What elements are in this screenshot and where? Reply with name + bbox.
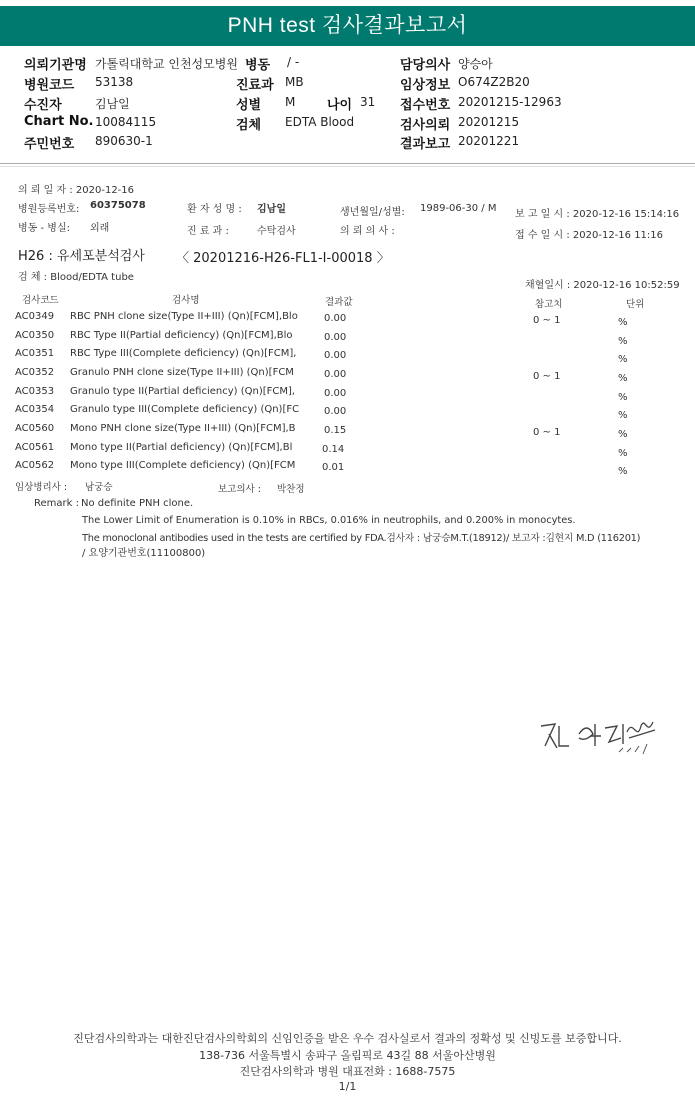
- doctor-label: 담당의사: [400, 58, 451, 73]
- result-value: 0.00: [324, 313, 347, 324]
- clinical-info-label: 임상정보: [400, 78, 451, 93]
- remark-line: The monoclonal antibodies used in the tests are certified by FDA.검사자 : 남궁승M.T.(18912)/ 보고자 :김현지 M.D (116201): [82, 533, 641, 544]
- col-header-unit: 단위: [626, 299, 645, 310]
- dob-value: 1989-06-30 / M: [420, 203, 497, 214]
- reporting-doctor-value: 박찬정: [277, 484, 305, 495]
- result-value: 0.00: [324, 369, 347, 380]
- report-date-label: 결과보고: [400, 137, 451, 152]
- remark-line: The Lower Limit of Enumeration is 0.10% in RBCs, 0.016% in neutrophils, and 0.200% in monocytes.: [82, 515, 576, 526]
- request-date-value: 20201215: [458, 115, 520, 129]
- result-name: RBC PNH clone size(Type II+III) (Qn)[FCM],Blo: [70, 311, 298, 322]
- hospital-code-label: 병원코드: [24, 78, 75, 93]
- result-name: Mono type II(Partial deficiency) (Qn)[FCM],Bl: [70, 442, 293, 453]
- request-date-label: 검사의뢰: [400, 118, 451, 133]
- patient-label: 수진자: [24, 98, 62, 113]
- ward-label: 병동: [245, 58, 271, 73]
- section-title: H26 : 유세포분석검사: [18, 249, 145, 264]
- ward-room-label: 병동 - 병실:: [18, 223, 70, 234]
- detail-specimen: 검 체 : Blood/EDTA tube: [18, 272, 134, 283]
- reg-no-value: 60375078: [90, 200, 146, 211]
- receipt-no-value: 20201215-12963: [458, 95, 562, 109]
- sex-label: 성별: [236, 98, 262, 113]
- ward-value: / -: [287, 55, 300, 69]
- doctor-value: 양승아: [458, 57, 493, 71]
- chart-no-value: 10084115: [95, 115, 157, 129]
- footer-certification: 진단검사의학과는 대한진단검사의학회의 신임인증을 받은 우수 검사실로서 결과의 정확성 및 신빙도를 보증합니다.: [73, 1032, 622, 1045]
- hospital-code-value: 53138: [95, 75, 134, 89]
- col-header-name: 검사명: [172, 295, 200, 306]
- result-unit: %: [618, 448, 628, 459]
- reporting-doctor-label: 보고의사 :: [218, 484, 261, 495]
- receipt-time: 접 수 일 시 : 2020-12-16 11:16: [515, 230, 664, 241]
- institution-label: 의뢰기관명: [24, 58, 87, 73]
- col-header-ref: 참고치: [535, 299, 563, 310]
- collection-time: 채혈일시 : 2020-12-16 10:52:59: [525, 280, 680, 291]
- result-code: AC0352: [15, 367, 55, 378]
- result-value: 0.00: [324, 332, 347, 343]
- footer-address: 138-736 서울특별시 송파구 올림픽로 43길 88 서울아산병원: [199, 1049, 496, 1062]
- receipt-no-label: 접수번호: [400, 98, 451, 113]
- result-code: AC0560: [15, 423, 55, 434]
- sex-value: M: [285, 95, 296, 109]
- result-value: 0.14: [322, 444, 345, 455]
- result-name: RBC Type II(Partial deficiency) (Qn)[FCM],Blo: [70, 330, 293, 341]
- institution-value: 가톨릭대학교 인천성모병원: [95, 57, 238, 71]
- doctor-signature: [535, 712, 665, 760]
- rrn-label: 주민번호: [24, 137, 75, 152]
- specimen-value: EDTA Blood: [285, 115, 355, 129]
- accession-number: 〈 20201216-H26-FL1-I-00018 〉: [176, 251, 390, 266]
- rrn-value: 890630-1: [95, 134, 153, 148]
- col-header-code: 검사코드: [22, 295, 59, 306]
- clinical-info-value: O674Z2B20: [458, 75, 530, 89]
- result-ref: 0 ~ 1: [533, 315, 561, 326]
- remark-label: Remark :: [34, 498, 79, 509]
- divider: [0, 163, 695, 164]
- result-ref: 0 ~ 1: [533, 371, 561, 382]
- ward-room-value: 외래: [90, 223, 110, 234]
- divider: [0, 166, 695, 167]
- result-name: Granulo type III(Complete deficiency) (Qn)[FC: [70, 404, 300, 415]
- dept-value: MB: [285, 75, 304, 89]
- result-name: Mono type III(Complete deficiency) (Qn)[FCM: [70, 460, 296, 471]
- result-code: AC0351: [15, 348, 55, 359]
- result-value: 0.15: [324, 425, 347, 436]
- specimen-label: 검체: [236, 118, 262, 133]
- technologist-label: 임상병리사 :: [15, 482, 68, 493]
- patient-value: 김남일: [95, 97, 130, 111]
- result-unit: %: [618, 466, 628, 477]
- remark-line: / 요양기관번호(11100800): [82, 548, 206, 559]
- result-unit: %: [618, 354, 628, 365]
- remark-line: No definite PNH clone.: [81, 498, 194, 509]
- patient-name-value: 김남일: [257, 204, 286, 215]
- result-name: Granulo type II(Partial deficiency) (Qn)[FCM],: [70, 386, 296, 397]
- requesting-doctor-label: 의 뢰 의 사 :: [340, 226, 395, 237]
- result-name: Granulo PNH clone size(Type II+III) (Qn)[FCM: [70, 367, 294, 378]
- dept-label: 진료과: [236, 78, 274, 93]
- technologist-value: 남궁승: [85, 482, 113, 493]
- result-name: RBC Type III(Complete deficiency) (Qn)[FCM],: [70, 348, 297, 359]
- age-label: 나이: [327, 98, 353, 113]
- col-header-result: 결과값: [325, 297, 353, 308]
- result-code: AC0561: [15, 442, 55, 453]
- footer-contact: 진단검사의학과 병원 대표전화 : 1688-7575: [239, 1065, 456, 1078]
- result-name: Mono PNH clone size(Type II+III) (Qn)[FCM],B: [70, 423, 296, 434]
- detail-dept-value: 수탁검사: [257, 226, 296, 237]
- page-number: 1/1: [338, 1080, 357, 1093]
- result-code: AC0349: [15, 311, 55, 322]
- chart-no-label: Chart No.: [24, 114, 94, 129]
- report-date-value: 20201221: [458, 134, 520, 148]
- request-date: 의 뢰 일 자 : 2020-12-16: [18, 185, 135, 196]
- age-value: 31: [360, 95, 376, 109]
- patient-name-label: 환 자 성 명 :: [187, 204, 242, 215]
- detail-dept-label: 진 료 과 :: [187, 226, 229, 237]
- report-title: PNH test 검사결과보고서: [0, 6, 695, 46]
- result-ref: 0 ~ 1: [533, 427, 561, 438]
- result-value: 0.00: [324, 388, 347, 399]
- reg-no-label: 병원등록번호:: [18, 204, 80, 215]
- result-value: 0.00: [324, 406, 347, 417]
- result-value: 0.00: [324, 350, 347, 361]
- result-code: AC0562: [15, 460, 55, 471]
- result-value: 0.01: [322, 462, 345, 473]
- result-unit: %: [618, 410, 628, 421]
- result-unit: %: [618, 392, 628, 403]
- result-unit: %: [618, 336, 628, 347]
- report-time: 보 고 일 시 : 2020-12-16 15:14:16: [515, 209, 680, 220]
- result-unit: %: [618, 317, 628, 328]
- result-unit: %: [618, 429, 628, 440]
- result-unit: %: [618, 373, 628, 384]
- result-code: AC0353: [15, 386, 55, 397]
- result-code: AC0354: [15, 404, 55, 415]
- result-code: AC0350: [15, 330, 55, 341]
- dob-label: 생년월일/성별:: [340, 207, 405, 218]
